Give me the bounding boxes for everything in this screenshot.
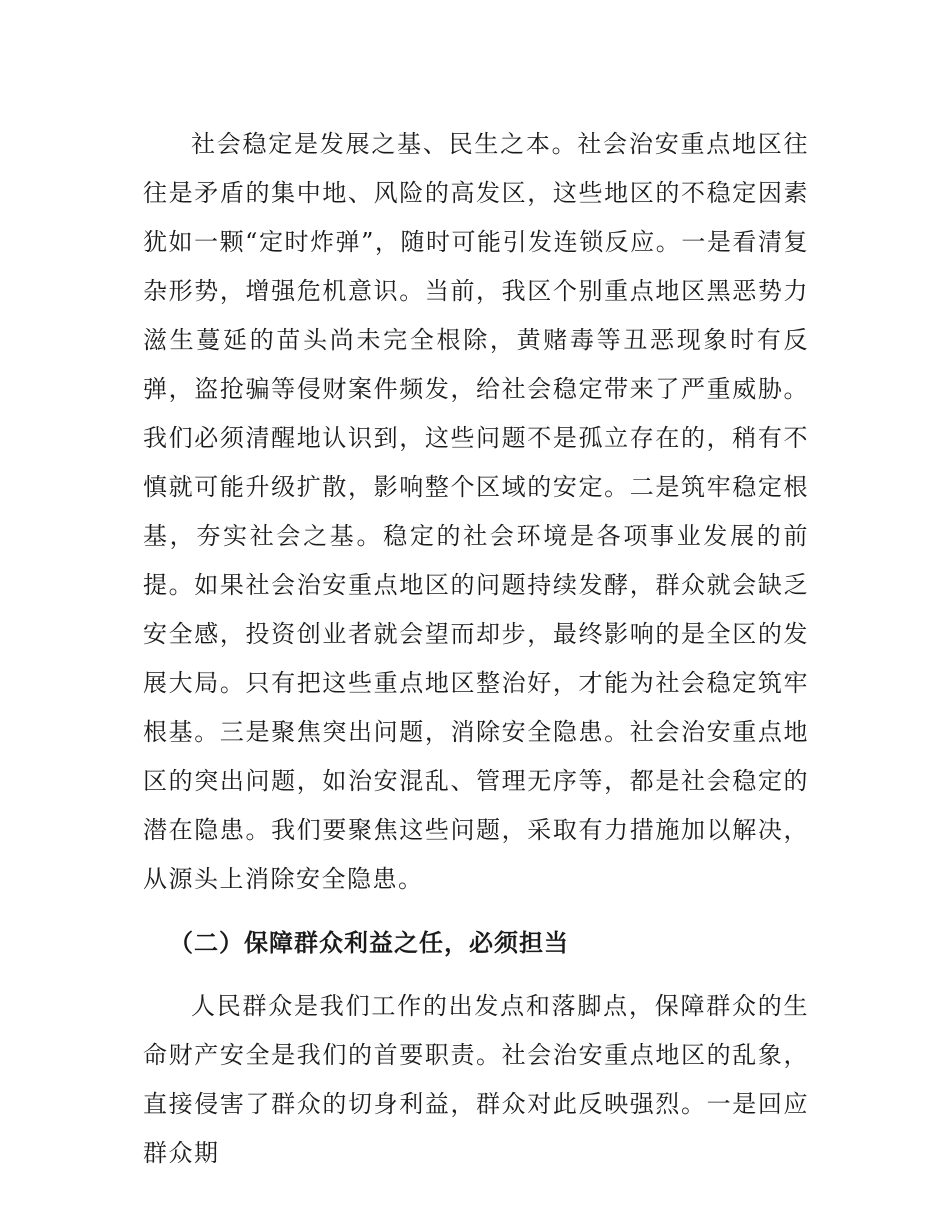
section-heading: （二）保障群众利益之任，必须担当 [169, 929, 569, 957]
body-paragraph: 社会稳定是发展之基、民生之本。社会治安重点地区往往是矛盾的集中地、风险的高发区，这些地区的不稳定因素犹如一颗“定时炸弹”，随时可能引发连锁反应。一是看清复杂形势，增强危机意识。当前，我区个别重点地区黑恶势力滋生蔓延的苗头尚未完全根除，黄赌毒等丑恶现象时有反弹，盗抢骗等侵财案件频发，给社会稳定带来了严重威胁。我们必须清醒地认识到，这些问题不是孤立存在的，稍有不慎就可能升级扩散，影响整个区域的安定。二是筑牢稳定根基，夯实社会之基。稳定的社会环境是各项事业发展的前提。如果社会治安重点地区的问题持续发酵，群众就会缺乏安全感，投资创业者就会望而却步，最终影响的是全区的发展大局。只有把这些重点地区整治好，才能为社会稳定筑牢根基。三是聚焦突出问题，消除安全隐患。社会治安重点地区的突出问题，如治安混乱、管理无序等，都是社会稳定的潜在隐患。我们要聚焦这些问题，采取有力措施加以解决，从源头上消除安全隐患。 [143, 130, 809, 893]
body-paragraph: 人民群众是我们工作的出发点和落脚点，保障群众的生命财产安全是我们的首要职责。社会治安重点地区的乱象，直接侵害了群众的切身利益，群众对此反映强烈。一是回应群众期 [143, 992, 809, 1167]
document-page [143, 120, 809, 1178]
